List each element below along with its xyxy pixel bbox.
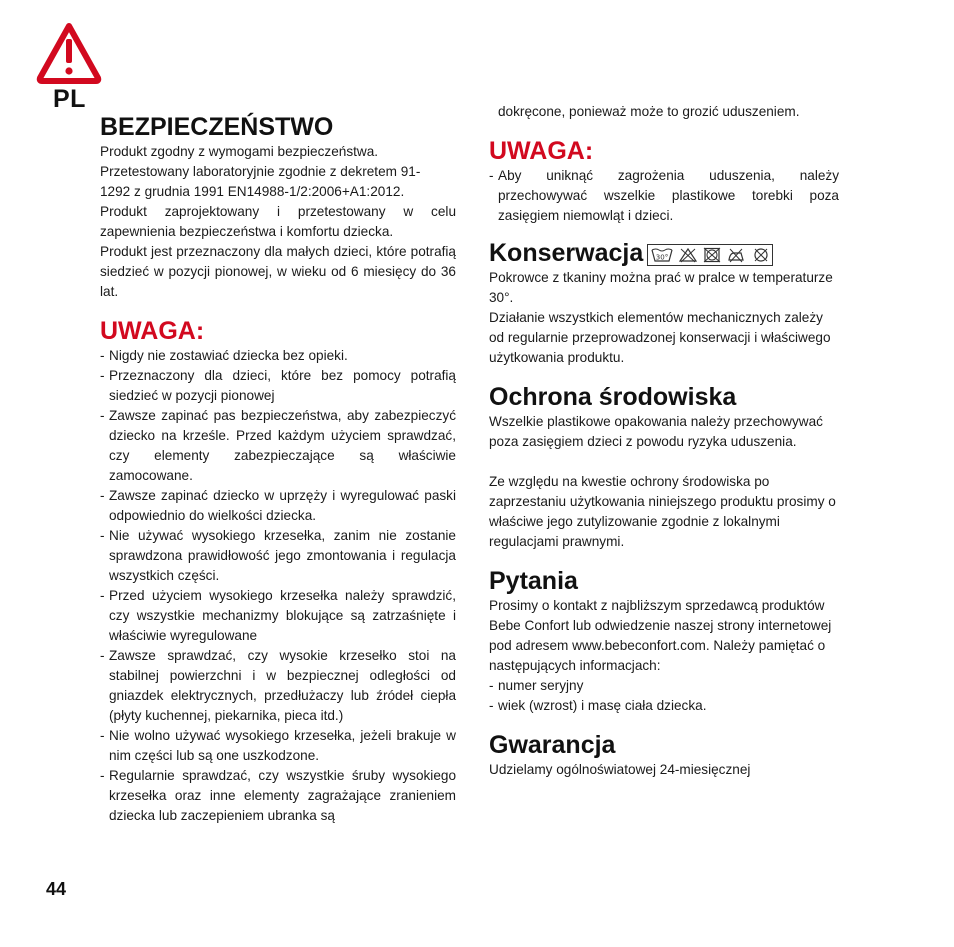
care-text-1: Pokrowce z tkaniny można prać w pralce w temperaturze 30°. (489, 270, 833, 305)
list-item: - Nie używać wysokiego krzesełka, zanim nie zostanie sprawdzona prawidłowość jego zmontowania i regulacja wszystkich części. (100, 526, 456, 586)
list-item: - Przed użyciem wysokiego krzesełka należy sprawdzić, czy wszystkie mechanizmy blokujące są zatrzaśnięte i właściwie wyregulowane (100, 586, 456, 646)
wash-temp-label: 30° (655, 253, 669, 262)
list-item: - Zawsze sprawdzać, czy wysokie krzesełko stoi na stabilnej powierzchni i w bezpiecznej odległości od gniazdek elektrycznych, przedłużaczy lub źródeł ciepła (płyty kuchennej, piekarnika, pieca itd.) (100, 646, 456, 726)
intro-line-2: Przetestowany laboratoryjnie zgodnie z dekretem 91-1292 z grudnia 1991 EN14988-1/2:2006+A1:2012. (100, 164, 421, 199)
list-item: - wiek (wzrost) i masę ciała dziecka. (489, 696, 839, 716)
warning-triangle-icon (36, 22, 102, 84)
intro-line-4: Produkt jest przeznaczony dla małych dzieci, które potrafią siedzieć w pozycji pionowej, w wieku od 6 miesięcy do 36 lat. (100, 244, 456, 299)
intro-line-1: Produkt zgodny z wymogami bezpieczeństwa. (100, 144, 379, 159)
continuation-text: dokręcone, ponieważ może to grozić uduszeniem. (498, 104, 800, 119)
list-item: - Nie wolno używać wysokiego krzesełka, jeżeli brakuje w nim części lub są one uszkodzone. (100, 726, 456, 766)
warning-title-right: UWAGA: (489, 137, 594, 165)
warning-list-left (100, 346, 456, 826)
warning-title-left: UWAGA: (100, 317, 205, 345)
warranty-title: Gwarancja (489, 731, 616, 759)
list-item: - Zawsze zapinać pas bezpieczeństwa, aby zabezpieczyć dziecko na krześle. Przed każdym użyciem sprawdzać, czy elementy zabezpieczające są właściwie zamocowane. (100, 406, 456, 486)
list-item: - Regularnie sprawdzać, czy wszystkie śruby wysokiego krzesełka oraz inne elementy zagrażające zranieniem dziecka lub zaczepieniem ubranka są (100, 766, 456, 826)
list-item: - Zawsze zapinać dziecko w uprzęży i wyregulować paski odpowiednio do wielkości dziecka. (100, 486, 456, 526)
care-text-2: Działanie wszystkich elementów mechanicznych zależy od regularnie przeprowadzonej konserwacji i właściwego użytkowania produktu. (489, 310, 831, 365)
no-tumble-dry-icon (703, 247, 721, 263)
page-number: 44 (46, 879, 67, 899)
wash-30-icon (651, 247, 673, 263)
no-iron-icon (726, 247, 746, 263)
care-title: Konserwacja (489, 239, 644, 267)
questions-text: Prosimy o kontakt z najbliższym sprzedawcą produktów Bebe Confort lub odwiedzenie naszej strony internetowej pod adresem www.bebeconfort.com. Należy pamiętać o następujących informacjach: (489, 598, 832, 673)
warranty-text: Udzielamy ogólnoświatowej 24-miesięcznej (489, 762, 751, 777)
no-bleach-icon (678, 247, 698, 263)
environment-title: Ochrona środowiska (489, 383, 737, 411)
environment-text-2: Ze względu na kwestie ochrony środowiska po zaprzestaniu użytkowania niniejszego produktu prosimy o właściwe jego zutylizowanie zgodnie z lokalnymi regulacjami prawnymi. (489, 474, 836, 549)
care-heading-row (489, 238, 839, 268)
environment-text-1: Wszelkie plastikowe opakowania należy przechowywać poza zasięgiem dzieci z powodu ryzyka uduszenia. (489, 414, 823, 449)
safety-title: BEZPIECZEŃSTWO (100, 113, 334, 141)
no-dry-clean-icon (752, 247, 770, 263)
intro-line-3: Produkt zaprojektowany i przetestowany w celu zapewnienia bezpieczeństwa i komfortu dziecka. (100, 204, 456, 239)
list-item: - Przeznaczony dla dzieci, które bez pomocy potrafią siedzieć w pozycji pionowej (100, 366, 456, 406)
language-label: PL (53, 85, 86, 113)
list-item: - Nigdy nie zostawiać dziecka bez opieki. (100, 346, 456, 366)
left-column (100, 112, 456, 826)
warning-list-right (489, 166, 839, 226)
care-symbols (647, 244, 773, 266)
right-column (489, 102, 839, 780)
list-item: - numer seryjny (489, 676, 839, 696)
list-item: - Aby uniknąć zagrożenia uduszenia, należy przechowywać wszelkie plastikowe torebki poza zasięgiem niemowląt i dzieci. (489, 166, 839, 226)
questions-list (489, 676, 839, 716)
questions-title: Pytania (489, 567, 578, 595)
